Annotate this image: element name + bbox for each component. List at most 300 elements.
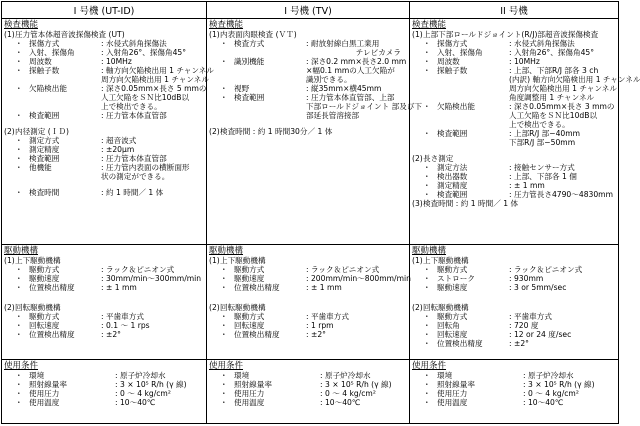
spec-line: [4, 84, 207, 93]
spec-value: : 1 rpm: [306, 321, 334, 330]
spacer: [412, 398, 423, 407]
spec-line: [209, 57, 407, 66]
spec-value: : 3 × 10⁵ R/h (γ 線): [115, 380, 187, 389]
spec-value: : 0 〜 4 kg/cm²: [523, 389, 579, 398]
bullet: ・: [423, 48, 431, 57]
bullet: ・: [220, 84, 228, 93]
spec-label: 欠陥検出能: [437, 102, 475, 111]
spec-value: : 3 × 10⁵ R/h (γ 線): [523, 380, 595, 389]
spacer: [209, 380, 220, 389]
spec-line: [412, 389, 616, 398]
spec-line: [4, 154, 204, 163]
spec-value: : 深さ0.05mm×長さ 3 mmの: [509, 102, 615, 111]
spacer: [412, 120, 423, 129]
spec-label: 駆動速度: [29, 274, 60, 283]
spacer: [412, 312, 423, 321]
spec-value: : ±2°: [306, 330, 326, 339]
spec-line: [412, 66, 616, 75]
spec-line: [412, 172, 616, 181]
spec-line: [209, 256, 407, 265]
spacer: [412, 389, 423, 398]
item-heading: 圧力管本体超音波探傷検査 (UT): [15, 30, 125, 39]
spec-value: : 3 × 10⁵ R/h (γ 線): [320, 380, 392, 389]
spacer: [209, 75, 220, 84]
spec-label: 周波数: [29, 57, 52, 66]
spec-label: 使用温度: [234, 398, 265, 407]
spacer: [412, 93, 423, 102]
header-unit2: II 号機: [410, 2, 619, 19]
spacer: [437, 75, 509, 84]
spacer: [412, 330, 423, 339]
spacer: [209, 321, 220, 330]
spec-line: [209, 389, 407, 398]
bullet: ・: [15, 145, 23, 154]
spec-line: [209, 380, 407, 389]
cell-drive-col2: [207, 245, 410, 360]
spec-line: [4, 48, 204, 57]
spec-value-continued: 周方向欠陥検出用 1 チャンネル: [509, 84, 617, 93]
cell-conditions-col1: [2, 360, 207, 424]
spec-label: 検査範囲: [29, 111, 60, 120]
spec-line: [412, 339, 616, 348]
spec-line: [412, 303, 616, 312]
spec-line: [209, 274, 411, 283]
spec-label: 回転速度: [437, 330, 468, 339]
spec-value-continued: ×幅0.1 mmの人工欠陥が: [306, 66, 395, 75]
spec-line: [4, 398, 204, 407]
spec-line: [412, 163, 616, 172]
cell-drive-col1: [2, 245, 207, 360]
spec-label: 駆動方式: [29, 312, 60, 321]
section-title: 駆動機構: [412, 246, 447, 256]
spec-value: : 圧力管本体直管部: [101, 111, 167, 120]
spacer: [412, 380, 423, 389]
spec-line: [412, 265, 616, 274]
spec-value: : ± 1 mm: [101, 283, 137, 292]
spec-value: : 軸方向欠陥検出用 1 チャンネル: [101, 66, 214, 75]
spacer: [209, 283, 220, 292]
spacer: [209, 389, 220, 398]
spec-label: 位置検出精度: [234, 330, 280, 339]
spec-value-continued: 角度調整用 1 チャンネル: [509, 93, 595, 102]
cell-inspection-col1: [2, 19, 214, 245]
spec-line: [412, 75, 640, 84]
spec-line: [412, 48, 616, 57]
header-row: [2, 2, 619, 19]
bullet: ・: [220, 93, 228, 102]
bullet: ・: [423, 129, 431, 138]
bullet: ・: [15, 265, 23, 274]
spec-line: [4, 330, 204, 339]
spec-value: : 約 1 時間／ 1 体: [101, 188, 164, 197]
spec-line: [412, 138, 616, 147]
spacer: [15, 172, 29, 181]
spec-value: : 平歯車方式: [101, 312, 144, 321]
spec-value: : 原子炉冷却水: [523, 371, 574, 380]
bullet: ・: [220, 312, 228, 321]
spec-line: [4, 265, 204, 274]
spec-line: [412, 312, 616, 321]
spec-label: 検査範囲: [234, 93, 265, 102]
spacer: [4, 154, 15, 163]
bullet: ・: [15, 154, 23, 163]
bullet: ・: [423, 283, 431, 292]
spacer: [4, 136, 15, 145]
spec-value: : 3 or 5mm/sec: [509, 283, 567, 292]
spec-value-continued: 下部ロールドジョイント 部及び下: [306, 102, 423, 111]
bullet: ・: [220, 330, 228, 339]
spacer: [220, 75, 234, 84]
spec-line: [412, 93, 616, 102]
spec-line: [4, 75, 209, 84]
spacer: [412, 292, 616, 303]
spacer: [412, 274, 423, 283]
bullet: ・: [220, 39, 228, 48]
spec-line: [412, 57, 616, 66]
spacer: [412, 39, 423, 48]
spec-label: 他機能: [29, 163, 52, 172]
cell-inspection-col2: [207, 19, 423, 245]
section-row-conditions: [2, 360, 619, 424]
bullet: ・: [15, 380, 23, 389]
spacer: [15, 102, 29, 111]
spacer: [4, 292, 204, 303]
spec-line: [412, 30, 616, 39]
spec-value: : 原子炉冷却水: [320, 371, 371, 380]
item-heading: 上下駆動機構: [15, 256, 61, 265]
spec-line: [412, 321, 616, 330]
spec-line: [209, 102, 423, 111]
spec-label: 位置検出精度: [234, 283, 280, 292]
spacer: [4, 398, 15, 407]
item-number: (2): [412, 303, 423, 312]
spec-value-continued: 状の測定ができる。: [101, 172, 170, 181]
spacer: [412, 138, 423, 147]
bullet: ・: [220, 283, 228, 292]
spec-value: : ± 1 mm: [509, 181, 545, 190]
spec-line: [209, 30, 407, 39]
bullet: ・: [423, 339, 431, 348]
spec-value: : 超音波式: [101, 136, 137, 145]
spacer: [209, 66, 220, 75]
spec-label: 環境: [437, 371, 453, 380]
spacer: [4, 66, 15, 75]
item-number: (3): [412, 199, 423, 208]
spacer: [437, 111, 509, 120]
spec-line: [412, 274, 616, 283]
item-heading: 回転駆動機構: [423, 303, 469, 312]
spec-line: [4, 66, 214, 75]
spacer: [234, 75, 306, 84]
spec-line: [4, 163, 204, 172]
spec-label: 検査範囲: [437, 129, 468, 138]
item-number: (2): [412, 154, 423, 163]
spec-line: [4, 380, 204, 389]
cell-conditions-col3: [410, 360, 619, 424]
bullet: ・: [15, 136, 23, 145]
spacer: [4, 111, 15, 120]
spec-value-continued: 上で検出できる。: [509, 120, 570, 129]
section-title: 駆動機構: [209, 246, 244, 256]
bullet: ・: [15, 398, 23, 407]
spacer: [209, 39, 220, 48]
spacer: [209, 312, 220, 321]
spec-value-continued: 上で検出できる。: [101, 102, 162, 111]
spacer: [4, 93, 15, 102]
spec-value-continued: (内訳) 軸方向欠陥検出用 1 チャンネル: [509, 75, 640, 84]
spacer: [15, 93, 29, 102]
item-number: (1): [209, 256, 220, 265]
spec-label: 駆動方式: [234, 312, 265, 321]
spec-value: : 10MHz: [101, 57, 132, 66]
spec-label: 欠陥検出能: [29, 84, 67, 93]
spec-label: 回転速度: [29, 321, 60, 330]
spacer: [412, 172, 423, 181]
spacer: [4, 389, 15, 398]
spec-value: : 0 〜 4 kg/cm²: [320, 389, 376, 398]
spacer: [220, 66, 234, 75]
spec-label: 環境: [29, 371, 45, 380]
spacer: [4, 371, 15, 380]
spec-label: 入射、探傷角: [437, 48, 483, 57]
bullet: ・: [423, 172, 431, 181]
spacer: [209, 292, 407, 303]
spacer: [234, 48, 306, 57]
spec-label: 駆動方式: [437, 312, 468, 321]
spacer: [234, 111, 306, 120]
bullet: ・: [423, 57, 431, 66]
spec-value: : 10〜40℃: [115, 398, 156, 407]
spacer: [209, 102, 220, 111]
bullet: ・: [15, 111, 23, 120]
item-number: (2): [209, 127, 220, 136]
bullet: ・: [220, 398, 228, 407]
section-title: 使用条件: [4, 361, 39, 371]
spec-value-continued: 人工欠陥をＳＮ比10dB以: [509, 111, 598, 120]
spec-value: : 入射角26°、探傷角45°: [509, 48, 595, 57]
spec-line: [4, 172, 204, 181]
spacer: [209, 48, 220, 57]
spacer: [437, 138, 509, 147]
spacer: [412, 66, 423, 75]
spec-line: [209, 48, 407, 57]
section-title: 検査機能: [412, 20, 447, 30]
bullet: ・: [15, 371, 23, 380]
bullet: ・: [15, 330, 23, 339]
spec-line: [4, 283, 204, 292]
bullet: ・: [15, 274, 23, 283]
spec-line: [4, 127, 204, 136]
spec-value: : 30mm/min〜300mm/min: [101, 274, 202, 283]
spec-label: 駆動速度: [234, 274, 265, 283]
spacer: [220, 48, 234, 57]
spec-label: 環境: [234, 371, 250, 380]
spec-value: : ± 1 mm: [306, 283, 342, 292]
spec-value: : 圧力管内表面の横断面形: [101, 163, 190, 172]
section-title: 使用条件: [209, 361, 244, 371]
spec-label: 位置検出精度: [437, 339, 483, 348]
spec-line: [209, 75, 407, 84]
spec-value: : 圧力管本体直管部、上部: [306, 93, 395, 102]
bullet: ・: [220, 274, 228, 283]
spec-value-continued: テレビカメラ: [355, 48, 401, 57]
bullet: ・: [423, 102, 431, 111]
spec-line: [209, 303, 407, 312]
section-title: 検査機能: [209, 20, 244, 30]
bullet: ・: [15, 283, 23, 292]
spec-value: : 10〜40℃: [523, 398, 564, 407]
spacer: [412, 111, 423, 120]
spacer: [412, 84, 423, 93]
cell-inspection-col3: [410, 19, 640, 245]
bullet: ・: [423, 312, 431, 321]
spec-label: 位置検出精度: [29, 330, 75, 339]
spacer: [4, 265, 15, 274]
spacer: [209, 265, 220, 274]
spec-line: [412, 398, 616, 407]
spacer: [423, 93, 437, 102]
item-number: (2): [209, 303, 220, 312]
spec-line: [4, 321, 204, 330]
spacer: [220, 102, 234, 111]
spec-label: 測定方法: [437, 163, 468, 172]
spacer: [412, 102, 423, 111]
bullet: ・: [15, 48, 23, 57]
spec-line: [412, 39, 616, 48]
spec-label: 検出器数: [437, 172, 468, 181]
spec-line: [412, 256, 616, 265]
spec-value-continued: 識別できる。: [306, 75, 352, 84]
spacer: [437, 120, 509, 129]
spec-label: 駆動方式: [234, 265, 265, 274]
spacer: [4, 163, 15, 172]
spec-line: [4, 57, 204, 66]
spec-line: [4, 39, 204, 48]
spec-line: [412, 330, 616, 339]
spec-line: [209, 312, 407, 321]
item-heading: 長さ測定: [423, 154, 454, 163]
bullet: ・: [423, 265, 431, 274]
item-number: (1): [412, 256, 423, 265]
spec-label: ストローク: [437, 274, 475, 283]
spacer: [29, 75, 101, 84]
spec-line: [209, 283, 407, 292]
section-row-inspection: [2, 19, 619, 245]
spacer: [234, 66, 306, 75]
spec-label: 測定精度: [29, 145, 60, 154]
bullet: ・: [423, 371, 431, 380]
bullet: ・: [423, 380, 431, 389]
bullet: ・: [423, 321, 431, 330]
spacer: [209, 371, 220, 380]
spec-label: 識別機能: [234, 57, 265, 66]
spec-value: : ラック＆ピニオン式: [101, 265, 175, 274]
spacer: [209, 57, 220, 66]
item-number: (1): [4, 30, 15, 39]
spec-value-continued: 下部R/J 部−50mm: [509, 138, 576, 147]
spec-value: : 深さ0.05mm×長さ 5 mmの: [101, 84, 207, 93]
spec-line: [4, 30, 204, 39]
spec-value: : 10MHz: [509, 57, 540, 66]
spacer: [4, 321, 15, 330]
spec-label: 探触子数: [29, 66, 60, 75]
spec-value: : ±2°: [101, 330, 121, 339]
bullet: ・: [423, 389, 431, 398]
spec-value: : 水侵式斜角探傷法: [101, 39, 167, 48]
spacer: [4, 172, 15, 181]
spec-label: 駆動速度: [437, 283, 468, 292]
spec-line: [209, 371, 407, 380]
spec-label: 検査方式: [234, 39, 265, 48]
spacer: [423, 138, 437, 147]
spacer: [412, 57, 423, 66]
spec-value-continued: 周方向欠陥検出用 1 チャンネル: [101, 75, 209, 84]
spec-label: 探触子数: [437, 66, 468, 75]
spacer: [412, 163, 423, 172]
spec-line: [412, 371, 616, 380]
spec-line: [412, 283, 616, 292]
spacer: [4, 48, 15, 57]
item-heading: 検査時間 : 約 1 時間30分／ 1 体: [220, 127, 333, 136]
section-title: 使用条件: [412, 361, 447, 371]
spec-line: [412, 199, 616, 208]
spacer: [412, 147, 616, 154]
spec-value: : 接触センサー方式: [509, 163, 575, 172]
spec-line: [4, 93, 204, 102]
spec-label: 測定精度: [437, 181, 468, 190]
spec-value: : 930mm: [509, 274, 544, 283]
item-number: (2): [4, 303, 15, 312]
spec-label: 探傷方式: [437, 39, 468, 48]
spacer: [4, 188, 15, 197]
spec-label: 測定方式: [29, 136, 60, 145]
spacer: [234, 102, 306, 111]
spec-value: : 縦35mm×横45mm: [306, 84, 382, 93]
spec-label: 使用圧力: [234, 389, 265, 398]
spacer: [437, 84, 509, 93]
spec-value: : 200mm/min〜800mm/min: [306, 274, 411, 283]
spacer: [4, 102, 15, 111]
spacer: [423, 120, 437, 129]
bullet: ・: [220, 380, 228, 389]
item-number: (1): [209, 30, 220, 39]
spec-line: [209, 111, 407, 120]
spacer: [209, 274, 220, 283]
spec-value: : 平歯車方式: [306, 312, 349, 321]
spec-line: [412, 154, 616, 163]
spec-value: : 720 度: [509, 321, 539, 330]
header-unit1-ut: I 号機 (UT-ID): [2, 2, 207, 19]
spec-line: [412, 181, 616, 190]
spacer: [4, 312, 15, 321]
bullet: ・: [15, 188, 23, 197]
cell-drive-col3: [410, 245, 619, 360]
spacer: [4, 84, 15, 93]
spacer: [4, 380, 15, 389]
spec-label: 探傷方式: [29, 39, 60, 48]
spacer: [412, 265, 423, 274]
spacer: [209, 111, 220, 120]
spacer: [209, 330, 220, 339]
spec-line: [4, 256, 204, 265]
spec-line: [4, 102, 204, 111]
section-title: 検査機能: [4, 20, 39, 30]
bullet: ・: [423, 163, 431, 172]
spec-value: : 耐放射線白黒工業用: [306, 39, 380, 48]
spacer: [412, 190, 423, 199]
spacer: [209, 84, 220, 93]
spacer: [412, 339, 423, 348]
